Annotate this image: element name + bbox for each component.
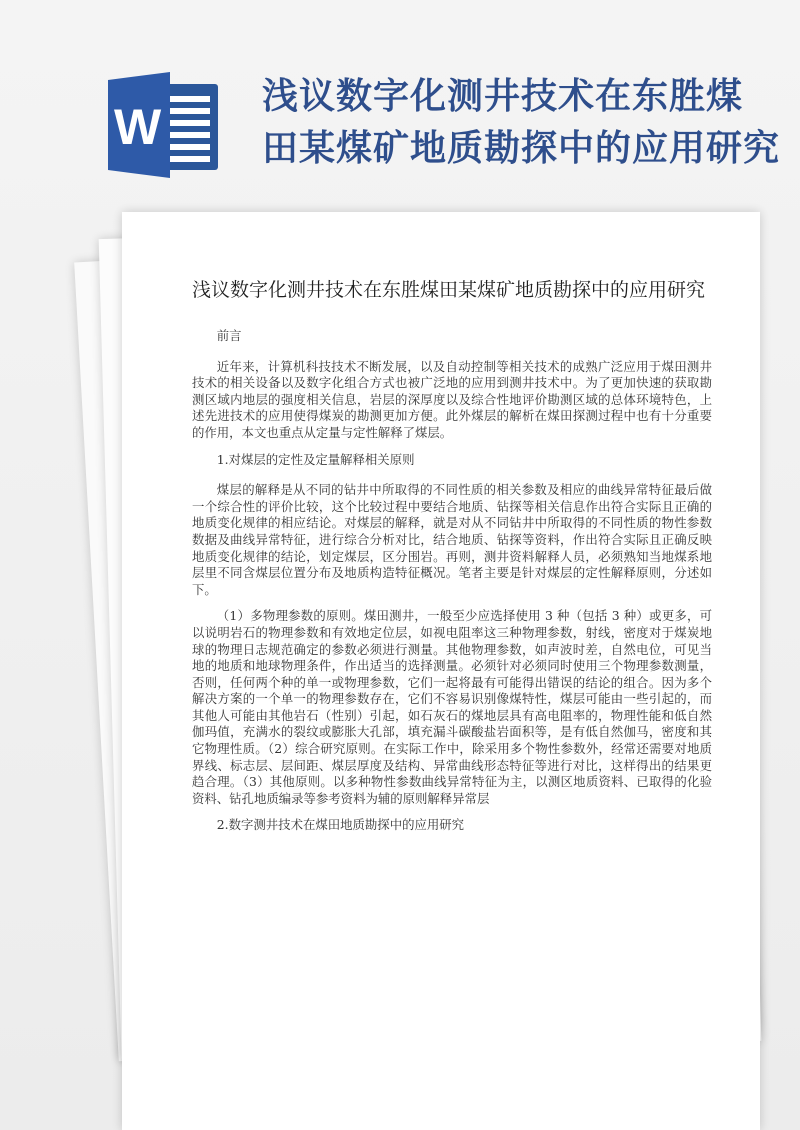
section-1-heading: 1.对煤层的定性及定量解释相关原则 [216,451,415,467]
document-title: 浅议数字化测井技术在东胜煤田某煤矿地质勘探中的应用研究 [192,279,706,301]
svg-text:W: W [114,99,162,155]
section-1-paragraph-2: （1）多物理参数的原则。煤田测井，一般至少应选择使用 3 种（包括 3 种）或更多，可以说明岩石的物理参数和有效地定位层，如视电阻率这三种物理参数，射线，密度对于煤炭地球的物理日志规范确定的参数必须进行测量。其他物理参数，如声波时差，自然电位，可见当地的地质和地球物理条件，作出适当的选择测量。必须针对必须同时使用三个物理参数测量，否则，任何两个种的单一或物理参数，它们一起将最有可能得出错误的结论的组合。因为多个解决方案的一个单一的物理参数存在，它们不容易识别像煤特性，煤层可能由一些引起的，而其他人可能由其他岩石（性别）引起，如石灰石的煤地层具有高电阻率的，物理性能和低自然伽玛值，充满水的裂纹或膨胀大孔部，填充漏斗碳酸盐岩面积等，是有低自然伽马，密度和其它物理性质。（2）综合研究原则。在实际工作中，除采用多个物性参数外，经常还需要对地质界线、标志层、层间距、煤层厚度及结构、异常曲线形态特征等进行对比，这样得出的结果更趋合理。（3）其他原则。以多种物性参数曲线异常特征为主，以测区地质资料、已取得的化验资料、钻孔地质编录等参考资料为辅的原则解释异常层 [192,608,712,806]
section-2-heading: 2.数字测井技术在煤田地质勘探中的应用研究 [216,817,465,833]
document-page [122,212,760,1130]
header-title-line-1: 浅议数字化测井技术在东胜煤 [262,75,744,117]
header-title-line-2: 田某煤矿地质勘探中的应用研究 [262,127,781,169]
word-document-icon [104,70,224,180]
section-1-paragraph-1: 煤层的解释是从不同的钻井中所取得的不同性质的相关参数及相应的曲线异常特征最后做一个综合性的评价比较，这个比较过程中要结合地质、钻探等相关信息作出符合实际且正确的地质变化规律的相应结论。对煤层的解释，就是对从不同钻井中所取得的不同性质的物性参数数据及曲线异常特征，进行综合分析对比，结合地质、钻探等资料，作出符合实际且正确反映地质变化规律的结论，划定煤层，区分围岩。再则，测井资料解释人员，必须熟知当地煤系地层里不同含煤层位置分布及地质构造特征概况。笔者主要是针对煤层的定性解释原则，分述如下。 [192,482,712,597]
preface-paragraph: 近年来，计算机科技技术不断发展，以及自动控制等相关技术的成熟广泛应用于煤田测井技术的相关设备以及数字化组合方式也被广泛地的应用到测井技术中。为了更加快速的获取勘测区域内地层的强度相关信息，岩层的深厚度以及综合性地评价勘测区域的总体环境特色，上述先进技术的应用使得煤炭的勘测更加方便。此外煤层的解析在煤田探测过程中也有十分重要的作用，本文也重点从定量与定性解释了煤层。 [192,358,712,440]
preface-label: 前言 [216,328,242,343]
header-title [262,70,782,174]
document-body [192,274,712,848]
page-header [0,0,800,200]
